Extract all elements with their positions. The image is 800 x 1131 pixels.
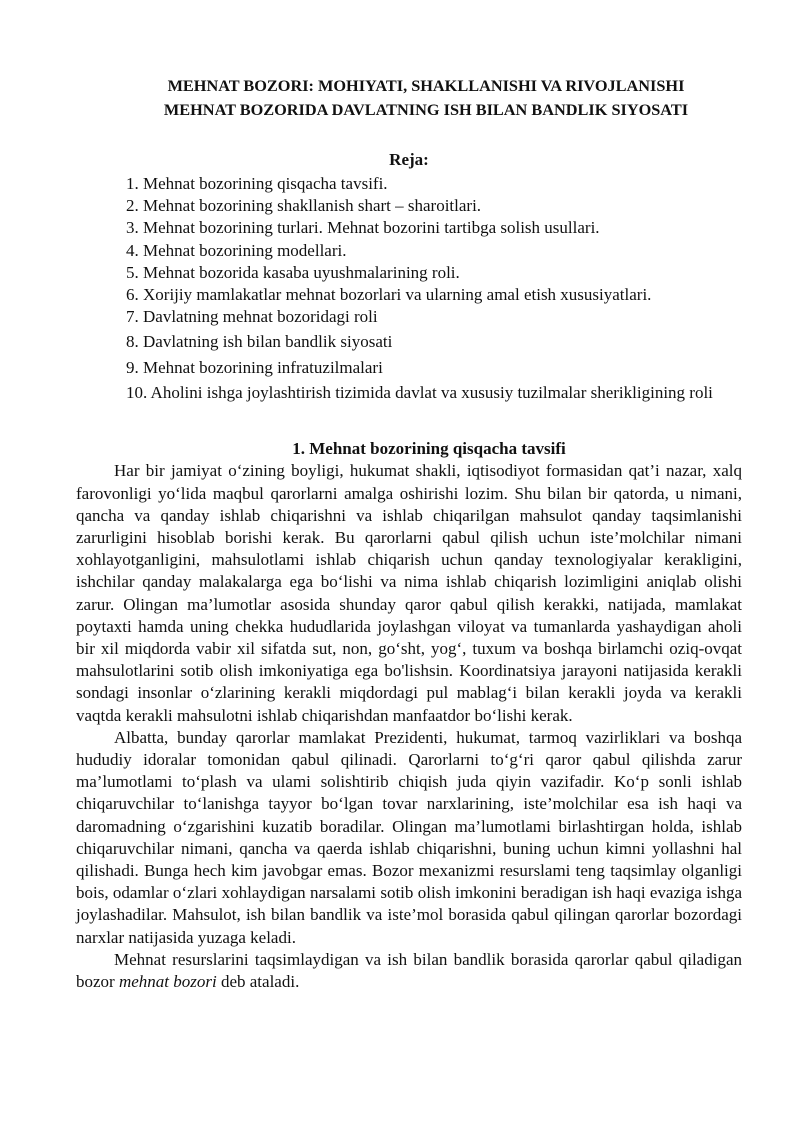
plan-heading: Reja:	[389, 150, 429, 169]
body-paragraph: Albatta, bunday qarorlar mamlakat Prezidenti, hukumat, tarmoq vazirliklari va boshqa hududiy idoralar tomonidan qabul qilinadi. Qarorlarni to‘g‘ri qaror qabul qilishda zarur ma’lumotlami to‘plash va ulami solishtirib chiqish juda qiyin vazifadir. Ko‘p sonli ishlab chiqaruvchilar to‘lanishga tayyor bo‘lgan tovar narxlarining, iste’molchilar esa ish haqi va daromadning o‘zgarishini kuzatib boradilar. Olingan ma’lumotlami birlashtirgan holda, ishlab chiqaruvchilar nimani, qancha va qaerda ishlab chiqarishni, buning uchun kimni yollashni hal qilishadi. Bunga hech kim javobgar emas. Bozor mexanizmi resurslami teng taqsimlay olganligi bois, odamlar o‘zlari xohlaydigan narsalami sotib olish imkonini beradigan ish haqi evaziga ishga joylashadilar. Mahsulot, ish bilan bandlik va iste’mol borasida qabul qilingan qarorlar bozordagi narxlar natijasida yuzaga keladi.	[76, 727, 742, 947]
document-title-line-2: MEHNAT BOZORIDA DAVLATNING ISH BILAN BANDLIK SIYOSATI	[163, 100, 689, 119]
plan-item: 4. Mehnat bozorining modellari.	[126, 240, 347, 260]
section-heading: 1. Mehnat bozorining qisqacha tavsifi	[292, 439, 566, 459]
paragraph-text: Mehnat resurslarini taqsimlaydigan va ish bilan bandlik borasida qarorlar qabul qiladigan bozor	[76, 949, 742, 991]
plan-list	[76, 173, 742, 404]
document-title-line-1: MEHNAT BOZORI: MOHIYATI, SHAKLLANISHI VA RIVOJLANISHI	[167, 76, 685, 95]
body-paragraph-last	[76, 949, 742, 993]
plan-item: 8. Davlatning ish bilan bandlik siyosati	[126, 332, 393, 352]
plan-item: 5. Mehnat bozorida kasaba uyushmalarining roli.	[126, 262, 460, 282]
emphasized-term: mehnat bozori	[118, 972, 217, 991]
plan-item: 10. Aholini ishga joylashtirish tizimida davlat va xususiy tuzilmalar sherikligining roli	[126, 382, 713, 402]
plan-item: 2. Mehnat bozorining shakllanish shart – sharoitlari.	[126, 196, 482, 216]
body-paragraph: Har bir jamiyat o‘zining boyligi, hukumat shakli, iqtisodiyot formasidan qat’i nazar, xalq farovonligi yo‘lida maqbul qarorlarni amalga oshirishi lozim. Shu bilan bir qatorda, u nimani, qancha va qanday ishlab chiqarishni va ishlab chiqarilgan mahsulot qanday taqsimlanishi zarurligini hisoblab borishi kerak. Bu qarorlarni qabul qilish uchun iste’molchilar nimani xohlayotganligini, mahsulotlami ishlab chiqarish uchun qanday texnologiyalar kerakligini, ishchilar qanday malakalarga ega bo‘lishi va nima ishlab chiqarish lozimligini aniqlab olishi zarur. Olingan ma’lumotlar asosida shunday qaror qabul qilish kerakki, natijada, mamlakat poytaxti hamda uning chekka hududlarida joylashgan viloyat va tumanlarda yashaydigan aholi bir xil miqdorda vabir xil sifatda sut, non, go‘sht, yog‘, tuxum va boshqa birlamchi oziq-ovqat mahsulotlarini sotib olish imkoniyatiga ega bo'lishsin. Koordinatsiya jarayoni natijasida kerakli sondagi insonlar o‘zlarining kerakli miqdordagi pul mablag‘i bilan kerakli joyda va kerakli vaqtda kerakli mahsulotni ishlab chiqarishdan manfaatdor bo‘lishi kerak.	[76, 461, 742, 725]
plan-item: 1. Mehnat bozorining qisqacha tavsifi.	[126, 174, 388, 193]
plan-item: 6. Xorijiy mamlakatlar mehnat bozorlari va ularning amal etish xususiyatlari.	[126, 285, 652, 305]
plan-item: 9. Mehnat bozorining infratuzilmalari	[126, 357, 383, 377]
plan-item: 7. Davlatning mehnat bozoridagi roli	[126, 307, 378, 327]
document-page	[76, 74, 742, 993]
plan-item: 3. Mehnat bozorining turlari. Mehnat bozorini tartibga solish usullari.	[126, 218, 600, 238]
paragraph-text: deb ataladi.	[216, 972, 300, 991]
